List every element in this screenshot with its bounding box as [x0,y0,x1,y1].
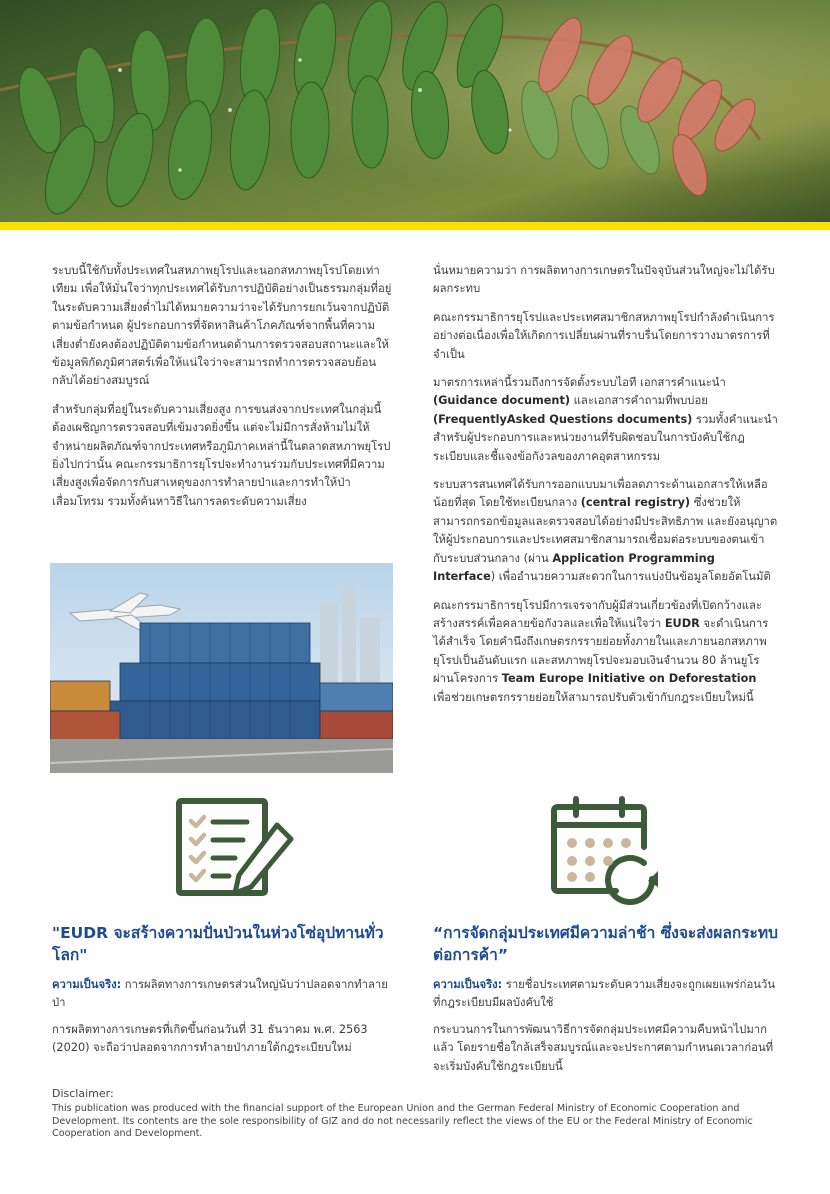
right-paragraph-2: คณะกรรมาธิการยุโรปและประเทศสมาชิกสหภาพยุโรปกำลังดำเนินการอย่างต่อเนื่องเพื่อให้เกิดการเปลี่ยนผ่านที่ราบรื่นโดยการวางมาตรการที่จำเป็น [433,310,775,361]
right-paragraph-4 [433,476,778,586]
container-port-photo [50,563,393,773]
fact-text: การผลิตทางการเกษตรส่วนใหญ่นับว่าปลอดจากทำลายป่า [52,978,388,1010]
left-text-column [52,262,392,521]
yellow-accent-stripe [0,222,830,230]
bold-term: (central registry) [580,496,691,510]
hero-leaves-photo [0,0,830,222]
text-run: และเอกสารคำถามที่พบบ่อย [570,394,708,408]
text-run: เพื่อช่วยเกษตรกรรายย่อยให้สามารถปรับตัวเข้ากับกฎระเบียบใหม่นี้ [433,690,754,704]
text-run: มาตรการเหล่านี้รวมถึงการจัดตั้งระบบไอที เอกสารคำแนะนำ [433,376,726,390]
left-paragraph-2: สำหรับกลุ่มที่อยู่ในระดับความเสี่ยงสูง การขนส่งจากประเทศในกลุ่มนี้ต้องเผชิญการตรวจสอบที่เข้มงวดยิ่งขึ้น แต่จะไม่มีการสั่งห้ามไม่ให้จำหน่ายผลิตภัณฑ์จากประเทศหรือภูมิภาคเหล่านี้ในตลาดสหภาพยุโรป ยิ่งไปกว่านั้น คณะกรรมาธิการยุโรปจะทำงานร่วมกับประเทศที่มีความเสี่ยงสูงเพื่อจัดการกับสาเหตุของการทำลายป่าและการทำให้ป่าเสื่อมโทรม รวมทั้งค้นหาวิธีในการลดระดับความเสี่ยง [52,402,391,508]
bold-term: (FrequentlyAsked Questions documents) [433,412,693,426]
calendar-refresh-icon [548,795,666,909]
text-run: ซึ่งช่วยให้สามารถกรอกข้อมูลและตรวจสอบได้อย่างมีประสิทธิภาพ และยังอนุญาตให้ผู้ประกอบการและประเทศสมาชิกสามารถเชื่อมต่อระบบของตนเข้ากับระบบส่วนกลาง (ผ่าน [433,496,778,565]
myth-heading-right: “การจัดกลุ่มประเทศมีความล่าช้า ซึ่งจะส่งผลกระทบต่อการค้า” [433,924,778,964]
right-paragraph-1: นั่นหมายความว่า การผลิตทางการเกษตรในปัจจุบันส่วนใหญ่จะไม่ได้รับผลกระทบ [433,264,775,296]
fact-block-left [52,976,397,1066]
fact-statement-right [433,976,778,1013]
fact-body-left: การผลิตทางการเกษตรที่เกิดขึ้นก่อนวันที่ 31 ธันวาคม พ.ศ. 2563 (2020) จะถือว่าปลอดจากการทำลายป่าภายใต้กฎระเบียบใหม่ [52,1022,368,1055]
fact-statement-left [52,976,397,1013]
bold-term: Team Europe Initiative on Deforestation [501,672,757,686]
right-paragraph-3 [433,374,778,466]
disclaimer [52,1088,782,1141]
fact-block-right [433,976,778,1084]
bold-term: EUDR [664,616,700,630]
text-run: รวมทั้งคำแนะนำสำหรับผู้ประกอบการและหน่วยงานที่รับผิดชอบในการบังคับใช้กฎระเบียบและชี้แจงข้อกังวลของภาคอุตสาหกรรม [433,412,778,463]
bold-term: Application Programming Interface [433,551,715,584]
disclaimer-text: This publication was produced with the financial support of the European Union and the German Federal Ministry of Economic Cooperation and Development. Its contents are the sole responsibility of GIZ and do not necessarily reflect the views of the EU or the Federal Ministry of Economic Cooperation and Development. [52,1102,753,1140]
myth-heading-left: "EUDR จะสร้างความปั่นป่วนในห่วงโซ่อุปทานทั่วโลก" [52,924,384,964]
fact-label: ความเป็นจริง: [433,978,503,991]
bold-term: (Guidance document) [433,394,571,408]
text-run: จะดำเนินการได้สำเร็จ โดยคำนึงถึงเกษตรกรรายย่อยทั้งภายในและภายนอกสหภาพยุโรปเป็นอันดับแรก และสหภาพยุโรปจะมอบเงินจำนวน 80 ล้านยูโรผ่านโครงการ [433,616,769,686]
left-paragraph-1: ระบบนี้ใช้กับทั้งประเทศในสหภาพยุโรปและนอกสหภาพยุโรปโดยเท่าเทียม เพื่อให้มั่นใจว่าทุกประเทศได้รับการปฏิบัติอย่างเป็นธรรมกลุ่มที่อยู่ในระดับความเสี่ยงต่ำไม่ได้หมายความว่าจะได้รับการยกเว้นจากปฏิบัติตามข้อกำหนด ผู้ประกอบการที่จัดหาสินค้าโภคภัณฑ์จากพื้นที่ความเสี่ยงต่ำยังคงต้องปฏิบัติตามข้อกำหนดด้านการตรวจสอบสถานะและให้ข้อมูลพิกัดภูมิศาสตร์เพื่อให้แน่ใจว่าจะสามารถทำการตรวจสอบย้อนกลับได้อย่างสมบูรณ์ [52,264,392,388]
fact-label: ความเป็นจริง: [52,978,122,991]
right-text-column [433,262,778,717]
right-paragraph-5 [433,597,778,707]
disclaimer-title: Disclaimer: [52,1087,114,1100]
text-run: ) เพื่ออำนวยความสะดวกในการแบ่งปันข้อมูลโดยอัตโนมัติ [490,570,771,584]
checklist-pencil-icon [173,795,297,903]
text-run: คณะกรรมาธิการยุโรปมีการเจรจากับผู้มีส่วนเกี่ยวข้องที่เปิดกว้างและสร้างสรรค์เพื่อคลายข้อกังวลและเพื่อให้แน่ใจว่า [433,598,763,630]
fact-text: รายชื่อประเทศตามระดับความเสี่ยงจะถูกเผยแพร่ก่อนวันที่กฎระเบียบมีผลบังคับใช้ [433,978,776,1010]
fact-body-right: กระบวนการในการพัฒนาวิธีการจัดกลุ่มประเทศมีความคืบหน้าไปมากแล้ว โดยรายชื่อใกล้เสร็จสมบูรณ์และจะประกาศตามกำหนดเวลาก่อนที่จะเริ่มบังคับใช้กฎระเบียบนี้ [433,1022,774,1073]
text-run: ระบบสารสนเทศได้รับการออกแบบมาเพื่อลดภาระด้านเอกสารให้เหลือน้อยที่สุด โดยใช้ทะเบียนกลาง [433,478,768,510]
